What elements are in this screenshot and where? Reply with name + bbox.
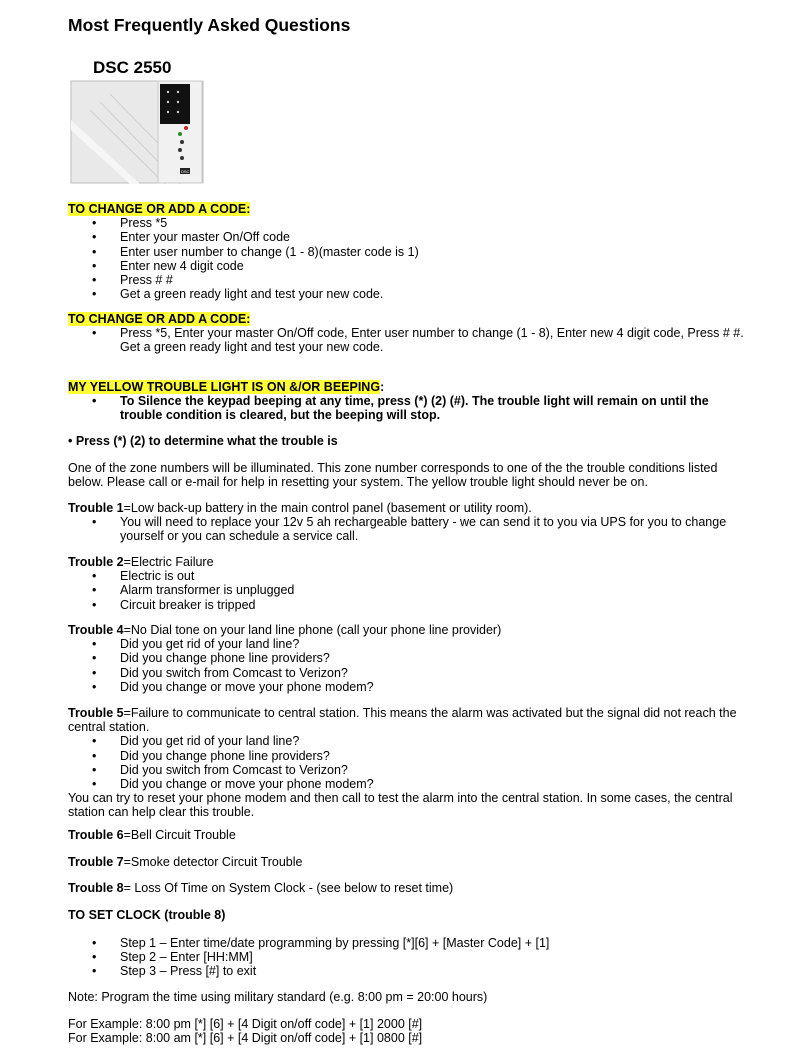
list-item: • Did you switch from Comcast to Verizon?: [68, 763, 744, 777]
silence-instruction: • To Silence the keypad beeping at any time, press (*) (2) (#). The trouble light will remain on until the trouble condition is cleared, but the beeping will stop.: [68, 394, 744, 422]
list-item: • Step 1 – Enter time/date programming by pressing [*][6] + [Master Code] + [1]: [68, 936, 748, 950]
set-clock-note: Note: Program the time using military standard (e.g. 8:00 pm = 20:00 hours): [68, 990, 488, 1004]
brand-mark: DSC: [181, 169, 190, 174]
example-am: For Example: 8:00 am [*] [6] + [4 Digit on/off code] + [1] 0800 [#]: [68, 1031, 423, 1045]
trouble-8-label: Trouble 8: [68, 881, 124, 895]
trouble-6-desc: =Bell Circuit Trouble: [123, 828, 236, 842]
list-item: • Alarm transformer is unplugged: [68, 583, 748, 597]
trouble-intro: One of the zone numbers will be illuminated. This zone number corresponds to one of the the trouble conditions listed below. Please call or e-mail for help in resetting your system. The yellow trouble light should never be on.: [68, 461, 718, 490]
list-item: • Circuit breaker is tripped: [68, 598, 748, 612]
trouble-5-section: [68, 706, 744, 820]
trouble-8-desc: = Loss Of Time on System Clock - (see below to reset time): [123, 881, 454, 895]
set-clock-steps: [68, 936, 748, 979]
trouble-7-label: Trouble 7: [68, 855, 124, 869]
trouble-4-label: Trouble 4: [68, 623, 124, 637]
list-item: • Get a green ready light and test your new code.: [68, 287, 768, 301]
trouble-1-label: Trouble 1: [68, 501, 124, 515]
list-item: • Did you change or move your phone modem?: [68, 680, 748, 694]
trouble-4-section: [68, 623, 748, 694]
trouble-light-heading: MY YELLOW TROUBLE LIGHT IS ON &/OR BEEPING: [68, 380, 381, 394]
list-item: • Did you get rid of your land line?: [68, 734, 744, 748]
list-item: • Electric is out: [68, 569, 748, 583]
list-item: • Did you change or move your phone modem?: [68, 777, 744, 791]
trouble-6-label: Trouble 6: [68, 828, 124, 842]
list-item: • Enter new 4 digit code: [68, 259, 768, 273]
list-item: • You will need to replace your 12v 5 ah rechargeable battery - we can send it to you via UPS for you to change yourself or you can schedule a service call.: [68, 515, 748, 543]
list-item: • Press *5, Enter your master On/Off code, Enter user number to change (1 - 8), Enter new 4 digit code, Press # #. Get a green ready light and test your new code.: [68, 326, 744, 354]
trouble-7-desc: =Smoke detector Circuit Trouble: [123, 855, 303, 869]
page-title: Most Frequently Asked Questions: [68, 15, 351, 35]
trouble-8-line: [68, 881, 453, 895]
trouble-7-line: [68, 855, 302, 869]
change-code-heading-1: TO CHANGE OR ADD A CODE:: [68, 202, 251, 216]
trouble-5-note: You can try to reset your phone modem and then call to test the alarm into the central station. In some cases, the central station can help clear this trouble.: [68, 791, 733, 820]
determine-trouble: • Press (*) (2) to determine what the trouble is: [68, 434, 338, 448]
list-item: • Press *5: [68, 216, 768, 230]
trouble-2-label: Trouble 2: [68, 555, 124, 569]
trouble-1-desc: =Low back-up battery in the main control panel (basement or utility room).: [123, 501, 532, 515]
set-clock-heading: TO SET CLOCK (trouble 8): [68, 908, 226, 922]
trouble-1-section: [68, 501, 748, 544]
trouble-5-label: Trouble 5: [68, 706, 124, 720]
trouble-light-section: [68, 380, 744, 423]
trouble-5-desc: =Failure to communicate to central station. This means the alarm was activated but the signal did not reach the central station.: [68, 706, 737, 735]
list-item: • Did you change phone line providers?: [68, 651, 748, 665]
list-item: • Enter user number to change (1 - 8)(master code is 1): [68, 245, 768, 259]
keypad-image: [70, 80, 204, 184]
change-code-section-2: [68, 312, 744, 355]
trouble-4-desc: =No Dial tone on your land line phone (call your phone line provider): [123, 623, 502, 637]
example-pm: For Example: 8:00 pm [*] [6] + [4 Digit on/off code] + [1] 2000 [#]: [68, 1017, 423, 1031]
model-label: DSC 2550: [93, 58, 172, 77]
list-item: • Step 3 – Press [#] to exit: [68, 964, 748, 978]
change-code-section-1: [68, 202, 768, 301]
list-item: • Press # #: [68, 273, 768, 287]
list-item: • Did you switch from Comcast to Verizon?: [68, 666, 748, 680]
list-item: • Did you get rid of your land line?: [68, 637, 748, 651]
change-code-heading-2: TO CHANGE OR ADD A CODE:: [68, 312, 251, 326]
trouble-2-desc: =Electric Failure: [123, 555, 214, 569]
trouble-2-section: [68, 555, 748, 612]
trouble-6-line: [68, 828, 236, 842]
list-item: • Enter your master On/Off code: [68, 230, 768, 244]
heading-colon: :: [380, 380, 385, 394]
list-item: • Did you change phone line providers?: [68, 749, 744, 763]
list-item: • Step 2 – Enter [HH:MM]: [68, 950, 748, 964]
